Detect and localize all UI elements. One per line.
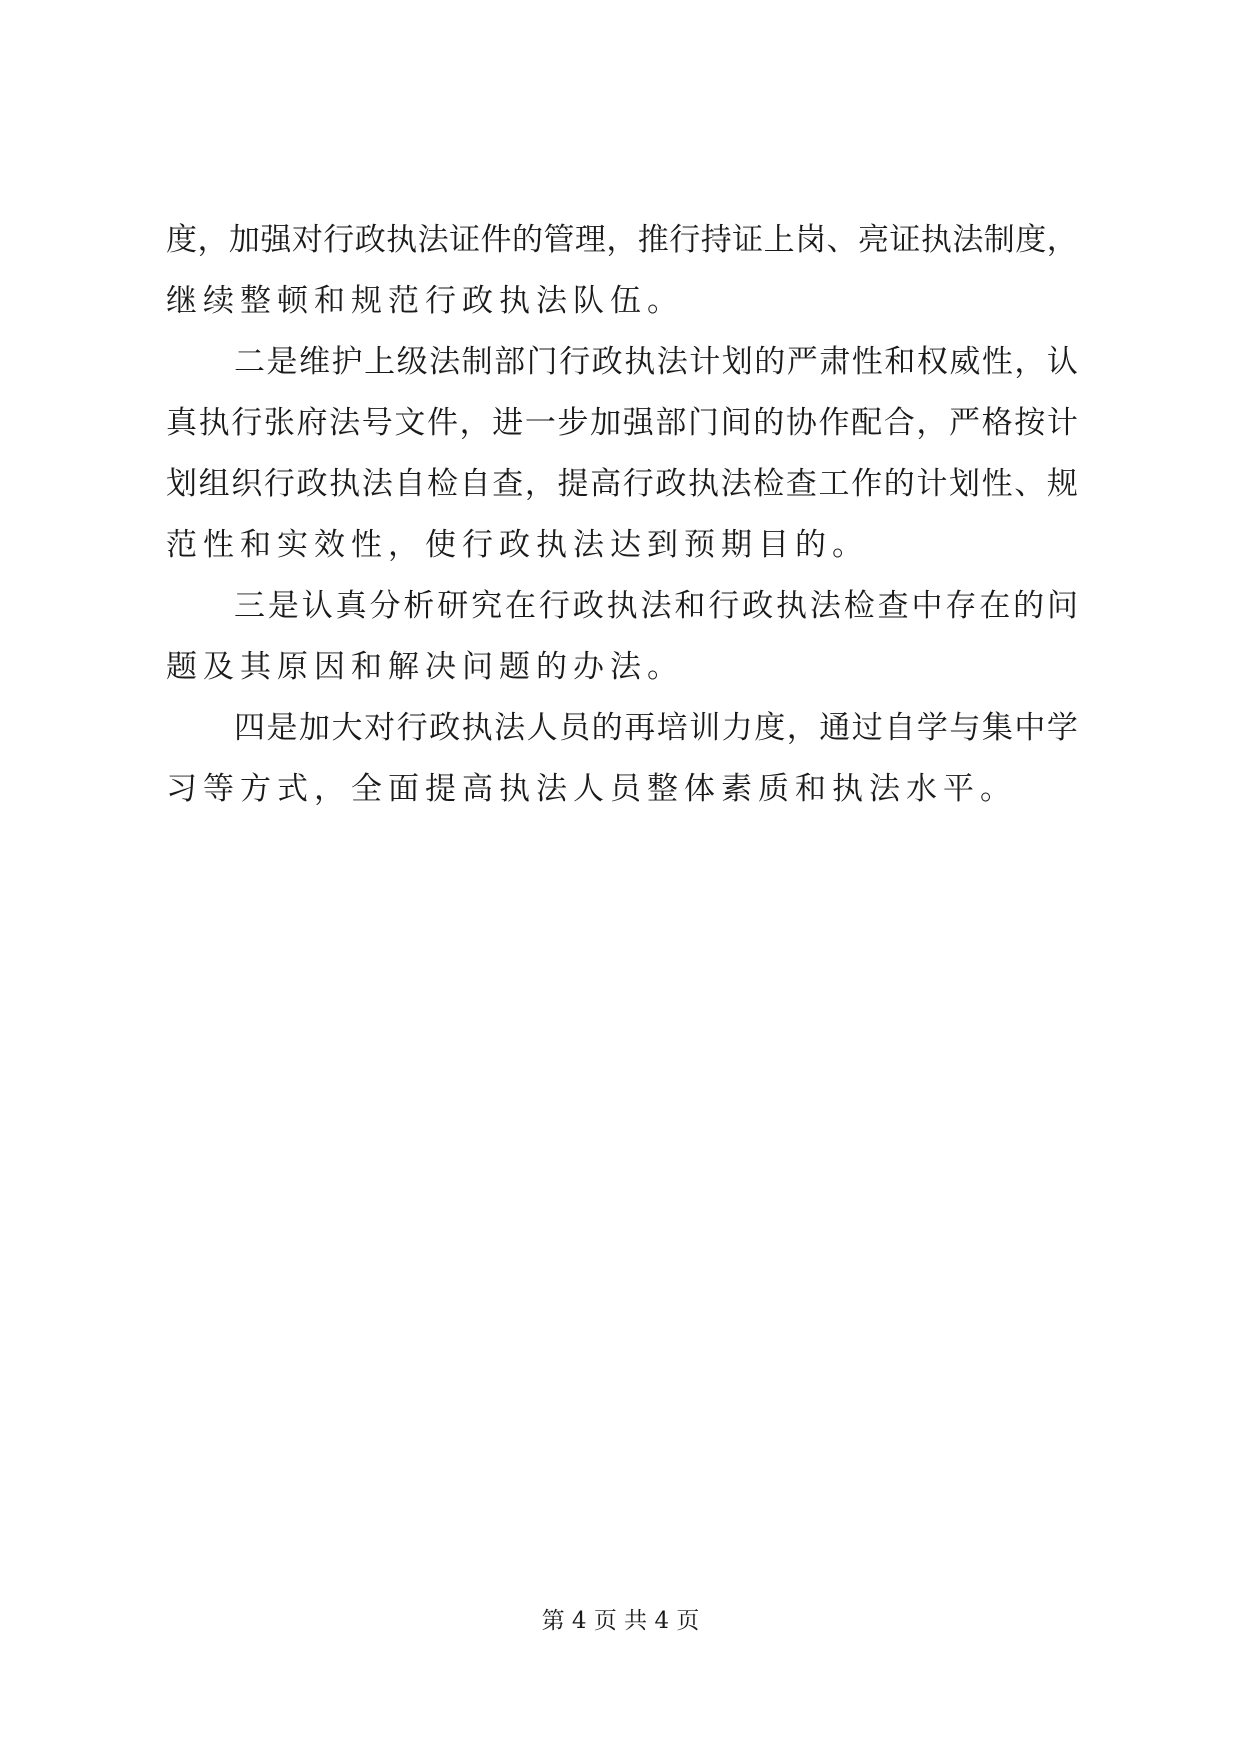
text-line: 度 ， 加 强 对 行 政 执 法 证 件 的 管 理 ， 推 行 持 证 上 岗 、 亮 证 执 法 制 度 ， xyxy=(166,222,1078,258)
text-line: 划 组 织 行 政 执 法 自 检 自 查 ， 提 高 行 政 执 法 检 查 工 作 的 计 划 性 、 规 xyxy=(166,466,1078,502)
text-line: 四 是 加 大 对 行 政 执 法 人 员 的 再 培 训 力 度 ， 通 过 自 学 与 集 中 学 xyxy=(234,710,1078,746)
text-line: 习等方式，全面提高执法人员整体素质和执法水平。 xyxy=(166,771,1017,807)
text-line: 范性和实效性，使行政执法达到预期目的。 xyxy=(166,527,869,563)
page-number-footer: 第 4 页 共 4 页 xyxy=(541,1608,700,1634)
text-line: 二 是 维 护 上 级 法 制 部 门 行 政 执 法 计 划 的 严 肃 性 和 权 威 性 ， 认 xyxy=(234,344,1078,380)
text-line: 真 执 行 张 府 法 号 文 件 ， 进 一 步 加 强 部 门 间 的 协 作 配 合 ， 严 格 按 计 xyxy=(166,405,1078,441)
document-body xyxy=(166,210,1078,820)
text-line: 题及其原因和解决问题的办法。 xyxy=(166,649,684,685)
text-line: 三 是 认 真 分 析 研 究 在 行 政 执 法 和 行 政 执 法 检 查 中 存 在 的 问 xyxy=(234,588,1078,624)
text-line: 继续整顿和规范行政执法队伍。 xyxy=(166,283,684,319)
